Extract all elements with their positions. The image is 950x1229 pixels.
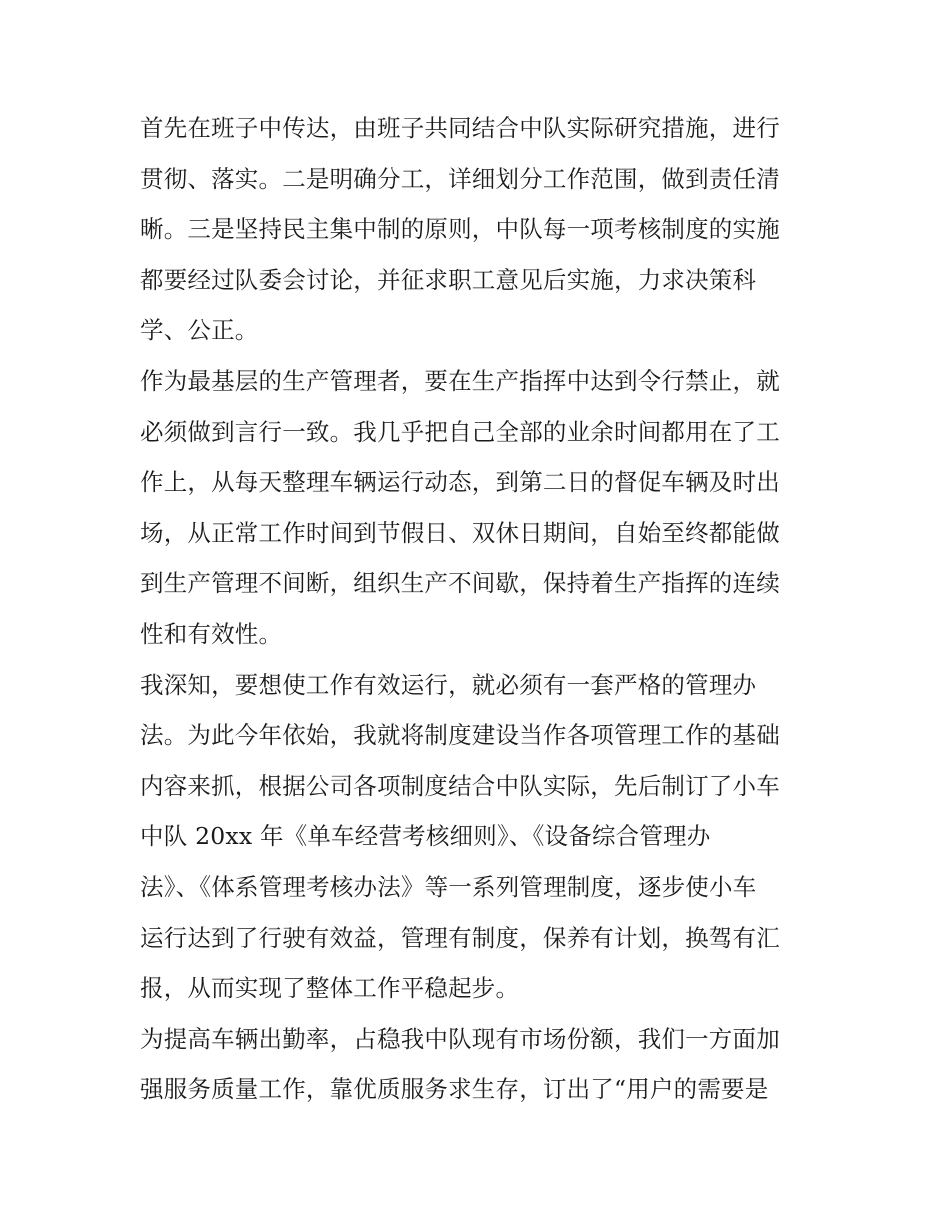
text-line: 我深知，要想使工作有效运行，就必须有一套严格的管理办	[140, 670, 757, 699]
text-line: 到生产管理不间断，组织生产不间歇，保持着生产指挥的连续	[140, 569, 780, 598]
text-line: 强服务质量工作，靠优质服务求生存，订出了“用户的需要是	[140, 1075, 769, 1104]
text-line: 学、公正。	[140, 316, 259, 345]
paragraph-4	[140, 1014, 820, 1115]
text-line: 为提高车辆出勤率，占稳我中队现有市场份额，我们一方面加	[140, 1024, 780, 1053]
text-line: 作上，从每天整理车辆运行动态，到第二日的督促车辆及时出	[140, 468, 780, 497]
text-line: 贯彻、落实。二是明确分工，详细划分工作范围，做到责任清	[140, 164, 780, 193]
paragraph-3	[140, 660, 820, 1014]
text-line: 法》、《体系管理考核办法》等一系列管理制度，逐步使小车	[140, 872, 757, 901]
document-page	[140, 103, 820, 1115]
paragraph-1	[140, 103, 820, 356]
text-line: 法。为此今年依始，我就将制度建设当作各项管理工作的基础	[140, 721, 780, 750]
text-line: 性和有效性。	[140, 619, 283, 648]
text-line: 晰。三是坚持民主集中制的原则，中队每一项考核制度的实施	[140, 215, 780, 244]
text-line: 报，从而实现了整体工作平稳起步。	[140, 974, 520, 1003]
text-line: 首先在班子中传达，由班子共同结合中队实际研究措施，进行	[140, 114, 780, 142]
text-line: 都要经过队委会讨论，并征求职工意见后实施，力求决策科	[140, 265, 757, 294]
text-line: 内容来抓，根据公司各项制度结合中队实际，先后制订了小车	[140, 771, 780, 800]
text-line: 中队 20xx 年《单车经营考核细则》、《设备综合管理办	[140, 822, 711, 851]
text-line: 必须做到言行一致。我几乎把自己全部的业余时间都用在了工	[140, 417, 780, 446]
text-line: 场，从正常工作时间到节假日、双休日期间，自始至终都能做	[140, 518, 780, 547]
paragraph-2	[140, 356, 820, 660]
text-line: 运行达到了行驶有效益，管理有制度，保养有计划，换驾有汇	[140, 923, 780, 952]
text-line: 作为最基层的生产管理者，要在生产指挥中达到令行禁止，就	[140, 366, 780, 395]
